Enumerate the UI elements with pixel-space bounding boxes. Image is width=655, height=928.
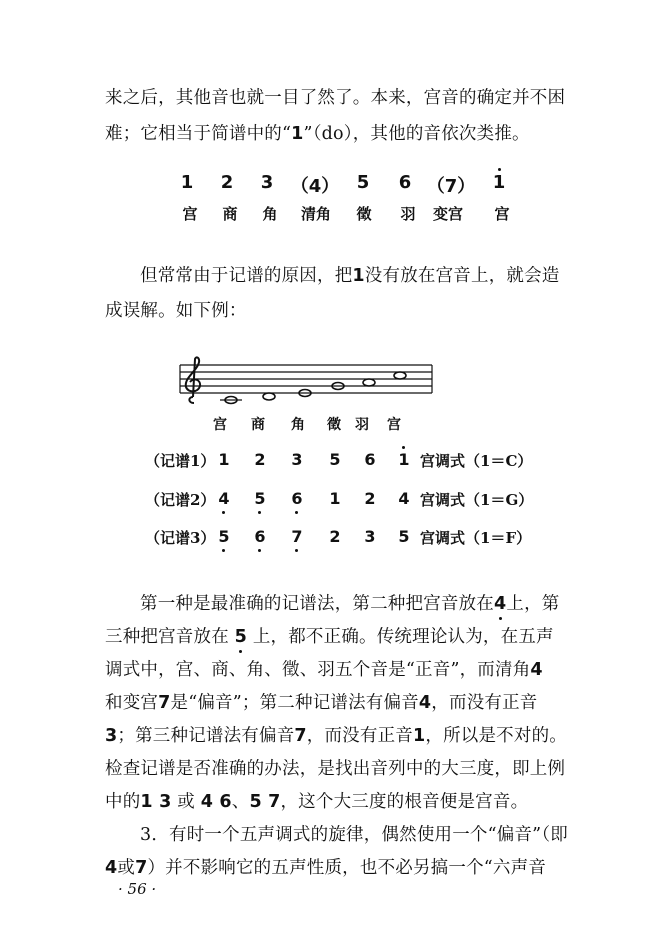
note-head <box>263 393 275 400</box>
scale-name: 羽 <box>400 205 416 223</box>
text-line: 中的1 3 或 4 6、5 7，这个大三度的根音便是宫音。 <box>105 792 529 812</box>
notation-scheme-1: （记谱1） 1 2 3 5 6 1 宫调式（1＝C） <box>145 450 533 470</box>
text-line: 三种把宫音放在 5 上，都不正确。传统理论认为，在五声 <box>105 627 554 647</box>
text-line: 3；第三种记谱法有偏音7，而没有正音1，所以是不对的。 <box>105 726 567 746</box>
notation-scheme-2: （记谱2） 4 5 6 1 2 4 宫调式（1＝G） <box>145 489 534 509</box>
note-heads <box>220 372 406 404</box>
text-line: 难；它相当于简谱中的“1”（do），其他的音依次类推。 <box>105 124 530 144</box>
text-line: 和变宫7是“偏音”；第二种记谱法有偏音4，而没有正音 <box>105 693 538 713</box>
staff-name: 角 <box>291 417 305 433</box>
text-line: 成误解。如下例： <box>105 301 247 321</box>
text-line: 3．有时一个五声调式的旋律，偶然使用一个“偏音”（即 <box>140 825 568 845</box>
treble-clef-icon <box>186 357 200 403</box>
staff-name: 宫 <box>213 417 227 433</box>
text-line: 但常常由于记谱的原因，把1没有放在宫音上，就会造 <box>140 266 560 286</box>
scale-name: 变宫 <box>432 205 463 223</box>
note-head <box>363 379 375 386</box>
scale-note: （7） <box>426 176 476 197</box>
scale-name: 清角 <box>300 205 331 223</box>
text-line: 第一种是最准确的记谱法，第二种把宫音放在4上，第 <box>140 594 560 614</box>
scale-note: 1 <box>492 172 506 193</box>
text-line: 来之后，其他音也就一目了然了。本来，宫音的确定并不困 <box>105 88 566 108</box>
text-line: 检查记谱是否准确的办法，是找出音列中的大三度，即上例 <box>105 759 566 779</box>
text-line: 4或7）并不影响它的五声性质，也不必另搞一个“六声音 <box>105 858 547 878</box>
scale-note: 6 <box>398 172 412 193</box>
scale-name: 宫 <box>494 205 510 223</box>
scale-name: 角 <box>262 205 278 223</box>
page-number: · 56 · <box>118 880 157 898</box>
scale-name: 宫 <box>182 205 198 223</box>
music-staff <box>170 355 440 411</box>
staff-name: 宫 <box>387 417 401 433</box>
staff-name: 羽 <box>355 417 369 433</box>
scale-name: 商 <box>222 205 238 223</box>
scale-note: （4） <box>290 176 340 197</box>
staff-names <box>200 414 440 434</box>
scale-name: 徵 <box>356 205 372 223</box>
scale-note: 2 <box>220 172 234 193</box>
scale-names <box>176 203 516 227</box>
staff-name: 徵 <box>327 417 341 433</box>
notation-scheme-3: （记谱3） 5 6 7 2 3 5 宫调式（1＝F） <box>145 527 532 547</box>
note-head <box>394 372 406 379</box>
staff-name: 商 <box>251 417 265 433</box>
scale-note: 5 <box>356 172 370 193</box>
scale-note: 1 <box>180 172 194 193</box>
scale-note: 3 <box>260 172 274 193</box>
scale-notes <box>180 172 510 198</box>
text-line: 调式中，宫、商、角、徵、羽五个音是“正音”，而清角4 <box>105 660 543 680</box>
